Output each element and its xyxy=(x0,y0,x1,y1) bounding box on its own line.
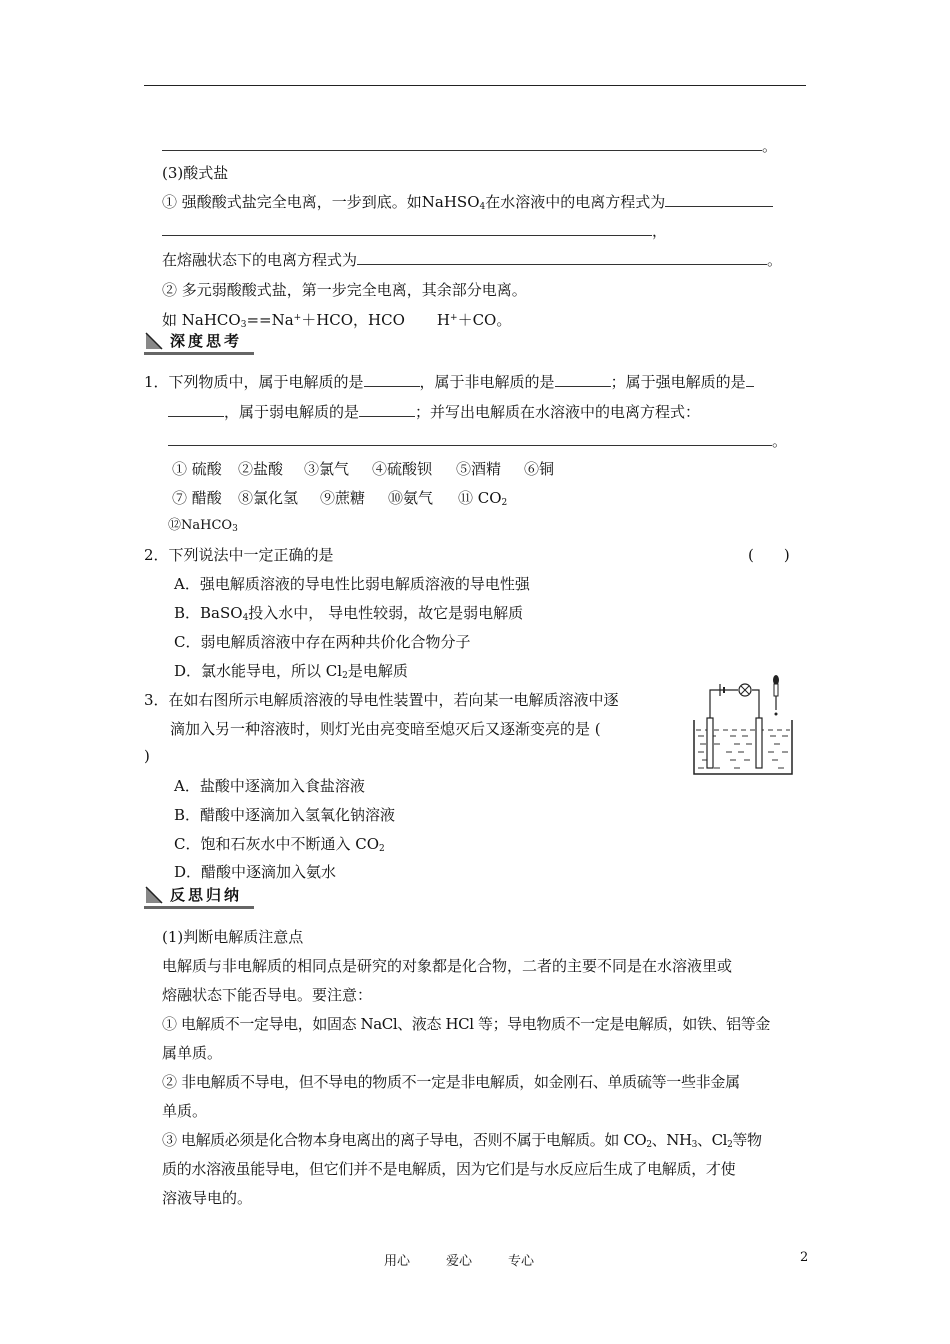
q2-option-b: B．BaSO$_4$投入水中， 导电性较弱，故它是弱电解质 xyxy=(174,604,524,623)
q3-option-c: C．饱和石灰水中不断通入 $CO_2$ xyxy=(174,835,385,854)
answer-blank[interactable] xyxy=(162,221,652,236)
option-item: ⑤酒精 xyxy=(456,460,502,478)
conductivity-apparatus-diagram xyxy=(690,674,798,780)
q1-options-row-1 xyxy=(172,459,554,479)
answer-line-2: ， xyxy=(162,221,667,241)
option-item: ④硫酸钡 xyxy=(372,460,433,478)
reflection-p1-line-2: 熔融状态下能否导电。要注意： xyxy=(162,986,373,1004)
answer-line-1: 。 xyxy=(162,136,777,156)
q1-options-row-3: ⑫NaHCO$_3$ xyxy=(168,518,238,534)
reflection-p4-line-1: ③ 电解质必须是化合物本身电离出的离子导电，否则不属于电解质。如 $CO_2$、$NH_3$、$Cl_2$等物 xyxy=(162,1131,762,1150)
reflection-p2-line-2: 属单质。 xyxy=(162,1044,223,1062)
option-item: ① 硫酸 xyxy=(172,460,222,478)
footer-slogan-3: 专心 xyxy=(508,1254,535,1269)
q2-option-d: D．氯水能导电，所以 $Cl_2$是电解质 xyxy=(174,662,408,681)
section-underline xyxy=(144,352,254,355)
q2-stem: 2．下列说法中一定正确的是 xyxy=(144,546,334,564)
answer-blank[interactable] xyxy=(359,402,415,417)
q1-line-2: ，属于弱电解质的是 ；并写出电解质在水溶液中的电离方程式： xyxy=(168,402,700,422)
footer-slogan-1: 用心 xyxy=(384,1254,411,1269)
reflection-p1-line-1: 电解质与非电解质的相同点是研究的对象都是化合物，二者的主要不同是在水溶液里或 xyxy=(162,957,733,975)
answer-blank[interactable] xyxy=(555,372,611,387)
reflection-p4-line-2: 质的水溶液虽能导电，但它们并不是电解质，因为它们是与水反应后生成了电解质，才使 xyxy=(162,1160,736,1178)
q2-answer-paren[interactable]: ( ) xyxy=(748,546,790,564)
q3-option-d: D．醋酸中逐滴加入氨水 xyxy=(174,863,337,881)
answer-blank[interactable] xyxy=(168,431,772,446)
option-item: ⑥铜 xyxy=(524,460,555,478)
section-title: 深度思考 xyxy=(170,332,243,350)
q2-option-c: C．弱电解质溶液中存在两种共价化合物分子 xyxy=(174,633,471,651)
melt-equation-line: 在熔融状态下的电离方程式为 。 xyxy=(162,251,783,269)
nahco3-example: 如 NaHCO$_3$==Na+＋HCO，HCO H+＋CO。 xyxy=(162,311,512,330)
answer-blank[interactable] xyxy=(168,402,224,417)
answer-blank[interactable] xyxy=(746,372,754,387)
q1-line-3: 。 xyxy=(168,431,787,451)
q3-option-a: A．盐酸中逐滴加入食盐溶液 xyxy=(174,777,365,795)
reflection-p3-line-2: 单质。 xyxy=(162,1102,208,1120)
footer-slogan-2: 爱心 xyxy=(446,1254,473,1269)
section-badge-deep-thinking xyxy=(144,330,248,352)
answer-blank[interactable] xyxy=(357,250,767,265)
q3-stem-line-1: 3．在如右图所示电解质溶液的导电性装置中，若向某一电解质溶液中逐 xyxy=(144,691,619,709)
answer-blank[interactable] xyxy=(364,372,420,387)
option-item: ⑨蔗糖 xyxy=(320,489,366,507)
corner-triangle-icon xyxy=(144,331,164,351)
answer-blank[interactable] xyxy=(162,136,762,151)
option-item: ②盐酸 xyxy=(238,460,284,478)
option-item: ⑧氯化氢 xyxy=(238,489,299,507)
reflection-p3-line-1: ② 非电解质不导电，但不导电的物质不一定是非电解质，如金刚石、单质硫等一些非金属 xyxy=(162,1073,740,1091)
q3-stem-line-2: 滴加入另一种溶液时，则灯光由亮变暗至熄灭后又逐渐变亮的是 ( xyxy=(170,720,601,738)
q2-option-a: A．强电解质溶液的导电性比弱电解质溶液的导电性强 xyxy=(174,575,530,593)
section-underline xyxy=(144,906,254,909)
answer-blank[interactable] xyxy=(665,192,773,207)
q3-option-b: B．醋酸中逐滴加入氢氧化钠溶液 xyxy=(174,806,396,824)
q1-options-row-2 xyxy=(172,488,507,513)
header-rule xyxy=(144,85,806,86)
section-badge-reflection xyxy=(144,884,248,906)
page-number: 2 xyxy=(800,1250,809,1265)
acid-salt-heading: (3)酸式盐 xyxy=(162,164,229,182)
option-item: ⑦ 醋酸 xyxy=(172,489,222,507)
reflection-p4-line-3: 溶液导电的。 xyxy=(162,1189,253,1207)
section-title: 反思归纳 xyxy=(170,886,243,904)
reflection-p2-line-1: ① 电解质不一定导电，如固态 NaCl、液态 HCl 等；导电物质不一定是电解质，如铁、铝等金 xyxy=(162,1015,770,1033)
strong-acid-salt-line: ① 强酸酸式盐完全电离，一步到底。如NaHSO$_4$在水溶液中的电离方程式为 xyxy=(162,192,773,217)
corner-triangle-icon xyxy=(144,885,164,905)
q3-stem-line-3: ) xyxy=(144,747,150,765)
option-item: ⑩氨气 xyxy=(388,489,434,507)
option-item: ③氯气 xyxy=(304,460,350,478)
weak-acid-salt-line: ② 多元弱酸酸式盐，第一步完全电离，其余部分电离。 xyxy=(162,281,527,299)
q1-line-1: 1．下列物质中，属于电解质的是 ，属于非电解质的是 ；属于强电解质的是 xyxy=(144,372,754,392)
reflection-heading: (1)判断电解质注意点 xyxy=(162,928,304,946)
option-item: ⑪ $CO_2$ xyxy=(458,489,508,508)
